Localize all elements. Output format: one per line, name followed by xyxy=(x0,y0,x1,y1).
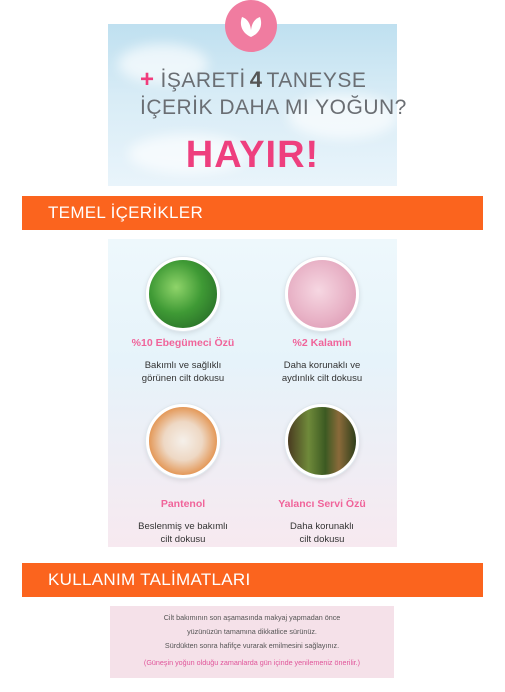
leaf-icon xyxy=(225,0,277,52)
instruction-line: yüzünüzün tamamına dikkatlice sürünüz. xyxy=(187,627,317,636)
instruction-line: Sürdükten sonra hafifçe vurarak emilmesini sağlayınız. xyxy=(164,641,340,650)
ingredient-desc-line1: Bakımlı ve sağlıklı xyxy=(144,360,222,371)
hero-number: 4 xyxy=(249,67,263,92)
section-title: TEMEL İÇERİKLER xyxy=(48,203,204,222)
ingredient-image xyxy=(146,257,220,331)
hero-line1-text-end: TANEYSE xyxy=(266,69,367,92)
ingredient-desc-line2: cilt dokusu xyxy=(299,534,345,545)
ingredient-name: Pantenol xyxy=(160,498,206,510)
section-header-ingredients xyxy=(22,196,483,230)
plus-symbol: + xyxy=(140,66,155,93)
hero-question-line1 xyxy=(140,66,400,94)
hero-answer: HAYIR! xyxy=(185,134,320,176)
section-title: KULLANIM TALİMATLARI xyxy=(48,570,251,589)
ingredient-name: %10 Ebegümeci Özü xyxy=(131,337,235,349)
hero-line1-text: İŞARETİ xyxy=(160,69,246,92)
ingredient-desc-line1: Daha korunaklı ve xyxy=(283,360,361,371)
ingredient-desc-line2: cilt dokusu xyxy=(160,534,206,545)
ingredient-card xyxy=(247,257,397,385)
ingredient-name: Yalancı Servi Özü xyxy=(278,498,366,510)
ingredient-image xyxy=(146,404,220,478)
usage-instructions xyxy=(110,606,394,678)
instruction-note: (Güneşin yoğun olduğu zamanlarda gün içinde yenilemeniz önerilir.) xyxy=(143,658,361,667)
ingredient-card xyxy=(247,404,397,546)
ingredient-desc-line2: aydınlık cilt dokusu xyxy=(281,373,363,384)
ingredient-image xyxy=(285,404,359,478)
ingredient-card xyxy=(108,404,258,546)
ingredient-desc-line1: Beslenmiş ve bakımlı xyxy=(138,521,228,532)
hero-question-line2: İÇERİK DAHA MI YOĞUN? xyxy=(140,96,407,119)
ingredient-card xyxy=(108,257,258,385)
ingredient-name: %2 Kalamin xyxy=(292,337,352,349)
section-header-usage xyxy=(22,563,483,597)
ingredient-desc-line1: Daha korunaklı xyxy=(290,521,354,532)
ingredient-desc-line2: görünen cilt dokusu xyxy=(141,373,225,384)
ingredient-image xyxy=(285,257,359,331)
instruction-line: Cilt bakımının son aşamasında makyaj yapmadan önce xyxy=(163,613,341,622)
